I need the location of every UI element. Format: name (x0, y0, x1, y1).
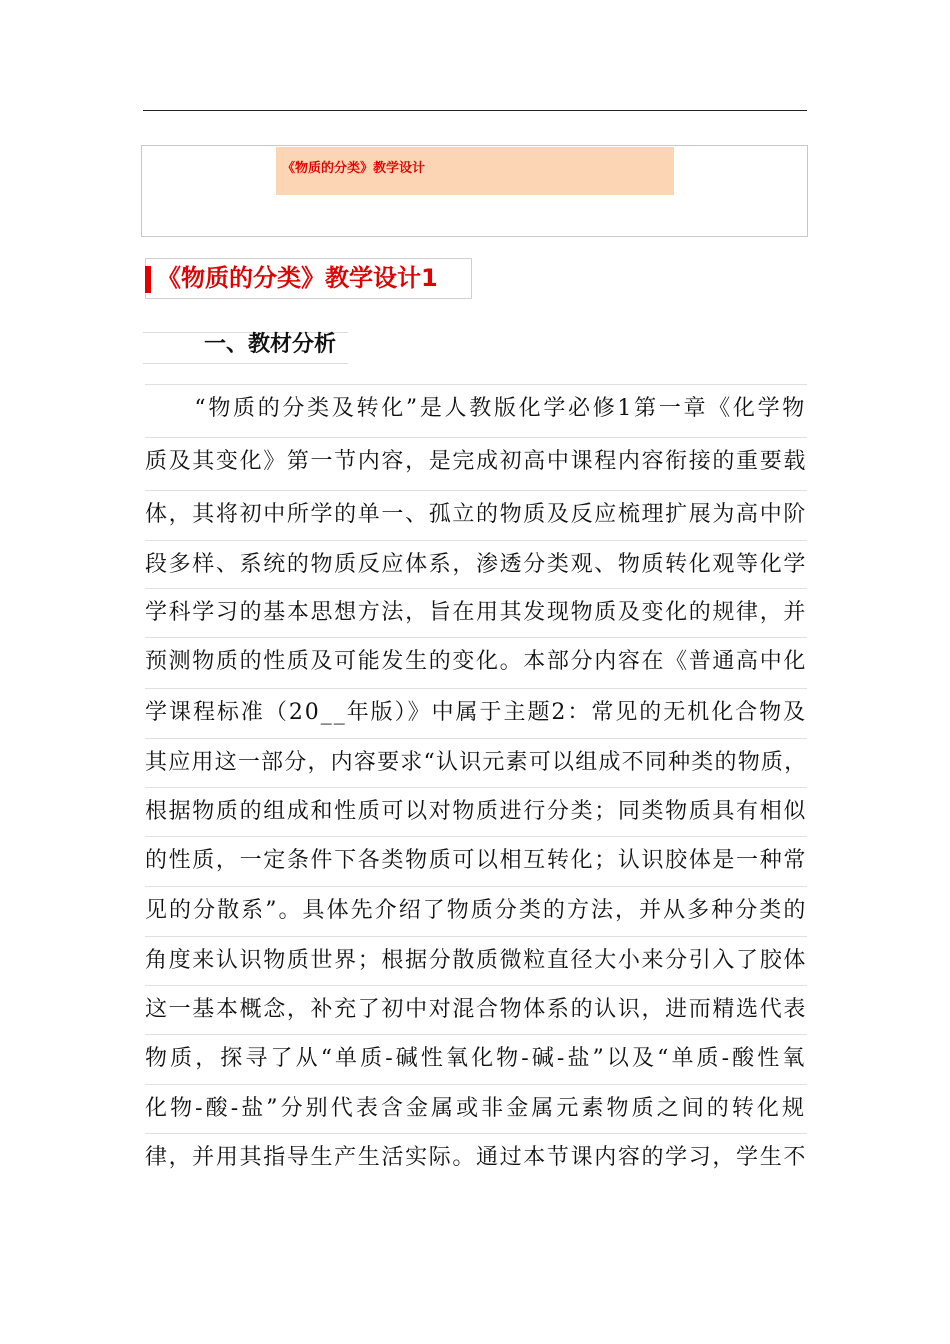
body-line: 学课程标准（20__年版）》中属于主题2：常见的无机化合物及 (145, 688, 807, 736)
body-line: 段多样、系统的物质反应体系，渗透分类观、物质转化观等化学 (145, 540, 807, 588)
body-line: 律，并用其指导生产生活实际。通过本节课内容的学习，学生不 (145, 1133, 807, 1181)
body-line: 质及其变化》第一节内容，是完成初高中课程内容衔接的重要载 (145, 437, 807, 485)
body-line: 的性质，一定条件下各类物质可以相互转化；认识胶体是一种常 (145, 836, 807, 884)
body-line: 化物-酸-盐”分别代表含金属或非金属元素物质之间的转化规 (145, 1084, 807, 1132)
body-line: 物质，探寻了从“单质-碱性氧化物-碱-盐”以及“单质-酸性氧 (145, 1034, 807, 1082)
body-line: 预测物质的性质及可能发生的变化。本部分内容在《普通高中化 (145, 637, 807, 685)
body-line: 见的分散系”。具体先介绍了物质分类的方法，并从多种分类的 (145, 886, 807, 934)
body-line: 这一基本概念，补充了初中对混合物体系的认识，进而精选代表 (145, 985, 807, 1033)
body-line: 角度来认识物质世界；根据分散质微粒直径大小来分引入了胶体 (145, 936, 807, 984)
body-line: 其应用这一部分，内容要求“认识元素可以组成不同种类的物质， (145, 738, 807, 786)
body-line: 学科学习的基本思想方法，旨在用其发现物质及变化的规律，并 (145, 588, 807, 636)
main-title: 《物质的分类》教学设计1 (157, 264, 438, 292)
section-heading: 一、教材分析 (204, 332, 337, 357)
body-line: 根据物质的组成和性质可以对物质进行分类；同类物质具有相似 (145, 787, 807, 835)
top-rule (143, 110, 807, 111)
body-line: 体，其将初中所学的单一、孤立的物质及反应梳理扩展为高中阶 (145, 490, 807, 538)
header-title: 《物质的分类》教学设计 (282, 161, 426, 176)
title-marker (145, 266, 151, 293)
body-line: “物质的分类及转化”是人教版化学必修1第一章《化学物 (145, 384, 807, 432)
